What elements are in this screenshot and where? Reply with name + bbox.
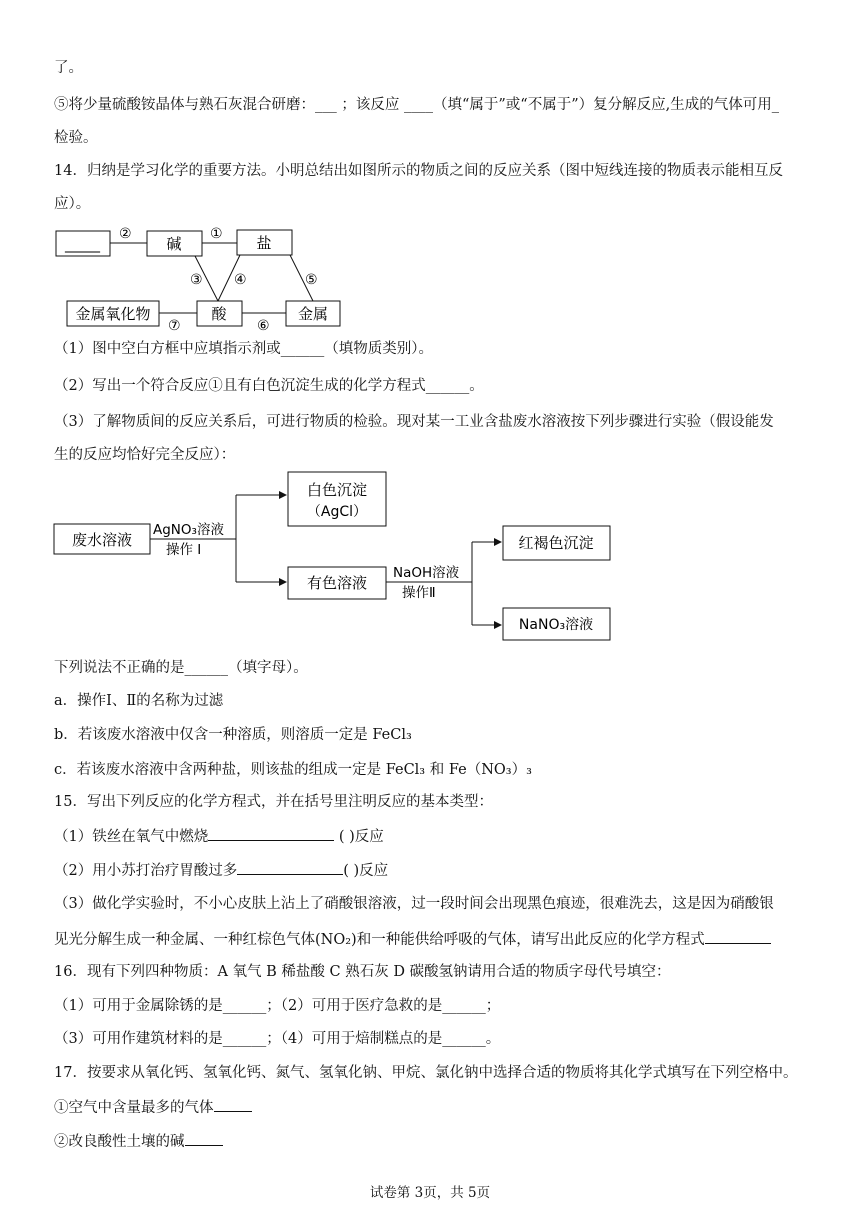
answer-blank <box>185 1131 223 1146</box>
text-line: ⑤将少量硫酸铵晶体与熟石灰混合研磨：___ ；该反应 ____（填“属于”或“不属于”）复分解反应,生成的气体可用_ <box>54 97 779 113</box>
q17-item1: ①空气中含量最多的气体 <box>54 1100 214 1116</box>
text-line <box>54 929 771 950</box>
marker-3: ③ <box>190 272 203 288</box>
text-line: 应）。 <box>54 196 91 212</box>
page-footer: 试卷第 3页，共 5页 <box>369 1185 491 1201</box>
base-label: 碱 <box>166 235 182 253</box>
marker-6: ⑥ <box>257 318 270 332</box>
marker-4: ④ <box>234 272 247 288</box>
marker-1: ① <box>210 226 223 242</box>
answer-blank <box>237 860 343 875</box>
text-line <box>54 860 388 881</box>
blank-text: _____ <box>65 237 100 253</box>
reagent2-label: NaOH溶液 <box>393 565 460 581</box>
q15-item2-type: ( )反应 <box>343 863 389 879</box>
marker-5: ⑤ <box>305 272 318 288</box>
op2-label: 操作Ⅱ <box>402 585 436 601</box>
text-line <box>54 1131 223 1152</box>
option-c: c．若该废水溶液中含两种盐，则该盐的组成一定是 FeCl₃ 和 Fe（NO₃）₃ <box>54 762 532 778</box>
answer-blank <box>214 1097 252 1112</box>
metal-label: 金属 <box>297 305 329 323</box>
text-line: （1）图中空白方框中应填指示剂或______（填物质类别）。 <box>54 341 433 357</box>
q15-item3: 见光分解生成一种金属、一种红棕色气体(NO₂)和一种能供给呼吸的气体，请写出此反应的化学方程式 <box>54 932 705 948</box>
q17-item2: ②改良酸性土壤的碱 <box>54 1134 185 1150</box>
text-line: （3）了解物质间的反应关系后，可进行物质的检验。现对某一工业含盐废水溶液按下列步骤进行实验（假设能发 <box>54 414 774 430</box>
reaction-relationship-diagram <box>0 222 420 332</box>
q15-item1-type: ( )反应 <box>334 829 384 845</box>
colored-label: 有色溶液 <box>306 574 368 592</box>
q15-item2: （2）用小苏打治疗胃酸过多 <box>54 863 238 879</box>
answer-blank <box>208 826 334 841</box>
marker-7: ⑦ <box>168 318 181 332</box>
text-line: 检验。 <box>54 130 98 146</box>
text-line <box>54 1097 252 1118</box>
question-16: 16．现有下列四种物质：A 氧气 B 稀盐酸 C 熟石灰 D 碳酸氢钠请用合适的物质字母代号填空： <box>54 964 671 980</box>
white-ppt-label: 白色沉淀 <box>306 481 368 499</box>
experiment-flow-diagram <box>0 465 640 650</box>
red-brown-label: 红褐色沉淀 <box>518 534 594 552</box>
question-15: 15．写出下列反应的化学方程式，并在括号里注明反应的基本类型： <box>54 794 493 810</box>
reagent1-label: AgNO₃溶液 <box>153 522 224 538</box>
text-line: 生的反应均恰好完全反应）： <box>54 447 236 463</box>
option-a: a．操作Ⅰ、Ⅱ的名称为过滤 <box>54 693 224 709</box>
waste-label: 废水溶液 <box>71 531 133 549</box>
option-b: b．若该废水溶液中仅含一种溶质，则溶质一定是 FeCl₃ <box>54 727 412 743</box>
agcl-label: （AgCl） <box>306 504 368 520</box>
metal-oxide-label: 金属氧化物 <box>75 305 151 323</box>
text-line: （3）做化学实验时，不小心皮肤上沾上了硝酸银溶液，过一段时间会出现黑色痕迹，很难洗去，这是因为硝酸银 <box>54 896 774 912</box>
q15-item1: （1）铁丝在氧气中燃烧 <box>54 829 209 845</box>
question-14: 14．归纳是学习化学的重要方法。小明总结出如图所示的物质之间的反应关系（图中短线连接的物质表示能相互反 <box>54 163 783 179</box>
text-line: 下列说法不正确的是______（填字母）。 <box>54 660 308 676</box>
acid-label: 酸 <box>211 305 227 323</box>
text-line: （2）写出一个符合反应①且有白色沉淀生成的化学方程式______。 <box>54 378 484 394</box>
text-line: （3）可用作建筑材料的是______；（4）可用于焙制糕点的是______。 <box>54 1031 501 1047</box>
text-line: （1）可用于金属除锈的是______；（2）可用于医疗急救的是______； <box>54 998 501 1014</box>
answer-blank <box>705 929 771 944</box>
question-17: 17．按要求从氧化钙、氢氧化钙、氮气、氢氧化钠、甲烷、氯化钠中选择合适的物质将其化学式填写在下列空格中。 <box>54 1065 798 1081</box>
text-line <box>54 826 384 847</box>
text-line: 了。 <box>54 60 83 76</box>
salt-label: 盐 <box>256 234 272 252</box>
marker-2: ② <box>119 226 132 242</box>
op1-label: 操作 I <box>166 542 202 558</box>
nano3-label: NaNO₃溶液 <box>518 617 594 633</box>
